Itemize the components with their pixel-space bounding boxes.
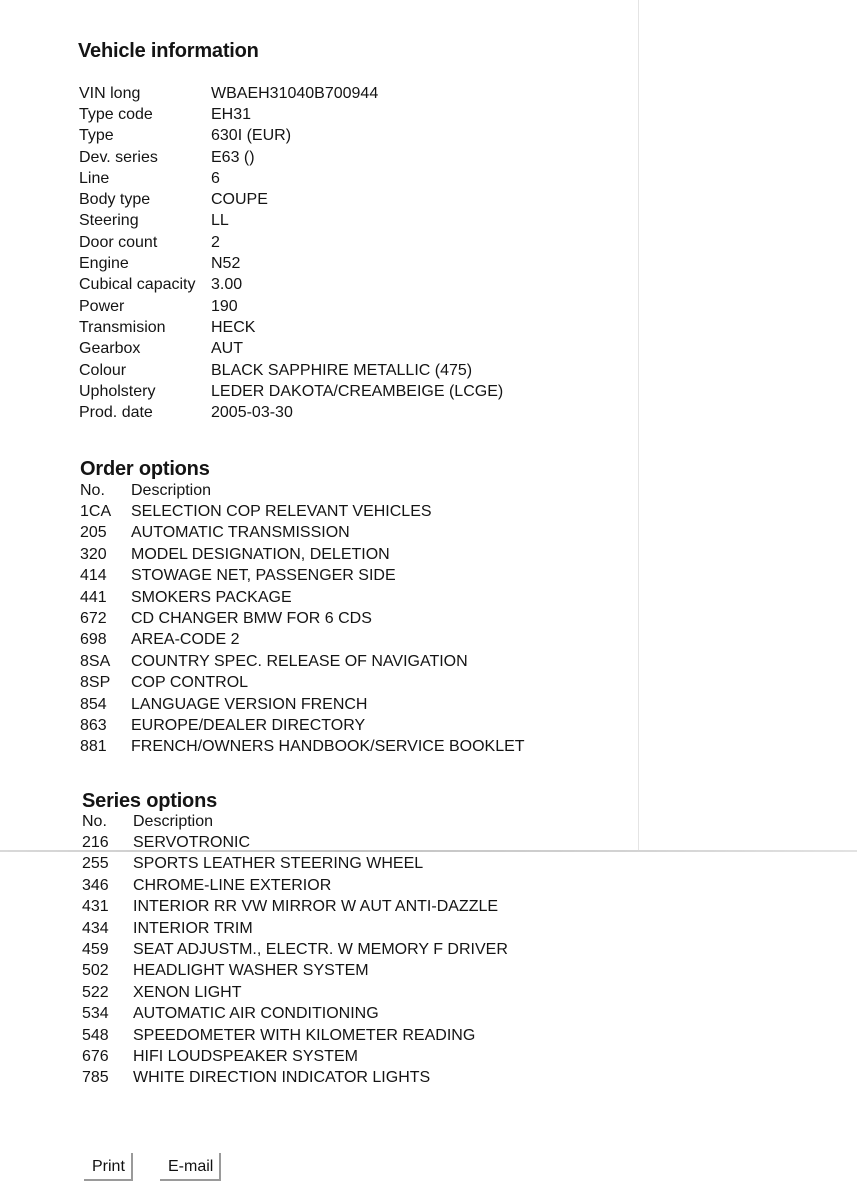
option-number: 854 bbox=[80, 695, 107, 713]
option-description: COP CONTROL bbox=[131, 674, 249, 692]
info-key: Dev. series bbox=[79, 148, 158, 166]
option-number: 216 bbox=[82, 834, 109, 852]
option-row bbox=[80, 694, 640, 715]
option-description: EUROPE/DEALER DIRECTORY bbox=[131, 716, 366, 734]
option-row bbox=[82, 897, 642, 918]
vehicle-info-title: Vehicle information bbox=[78, 40, 259, 62]
order-col-desc: Description bbox=[131, 481, 212, 499]
option-number: 434 bbox=[82, 919, 109, 937]
option-row bbox=[82, 1025, 642, 1046]
info-row bbox=[79, 402, 619, 423]
info-value: 3.00 bbox=[211, 276, 243, 294]
info-row bbox=[79, 83, 619, 104]
info-value: COUPE bbox=[211, 191, 268, 209]
info-key: Transmision bbox=[79, 318, 166, 336]
info-key: VIN long bbox=[79, 84, 141, 102]
vehicle-info-table bbox=[79, 83, 619, 424]
option-number: 8SP bbox=[80, 674, 111, 692]
info-key: Cubical capacity bbox=[79, 276, 196, 294]
info-value: 2005-03-30 bbox=[211, 404, 293, 422]
info-value: 6 bbox=[211, 169, 220, 187]
info-value: LEDER DAKOTA/CREAMBEIGE (LCGE) bbox=[211, 382, 504, 400]
option-number: 698 bbox=[80, 631, 107, 649]
option-description: MODEL DESIGNATION, DELETION bbox=[131, 545, 390, 563]
option-number: 881 bbox=[80, 738, 107, 756]
option-row bbox=[82, 832, 642, 853]
option-number: 431 bbox=[82, 898, 109, 916]
option-number: 522 bbox=[82, 983, 109, 1001]
info-value: E63 () bbox=[211, 148, 255, 166]
print-button[interactable]: Print bbox=[84, 1153, 133, 1181]
info-row bbox=[79, 339, 619, 360]
option-number: 414 bbox=[80, 567, 107, 585]
option-number: 1CA bbox=[80, 503, 112, 521]
option-description: AUTOMATIC TRANSMISSION bbox=[131, 524, 350, 542]
option-description: XENON LIGHT bbox=[133, 983, 242, 1001]
info-row bbox=[79, 296, 619, 317]
option-number: 676 bbox=[82, 1047, 109, 1065]
option-description: CHROME-LINE EXTERIOR bbox=[133, 876, 332, 894]
option-row bbox=[82, 961, 642, 982]
series-col-desc: Description bbox=[133, 812, 214, 830]
option-number: 205 bbox=[80, 524, 107, 542]
info-row bbox=[79, 189, 619, 210]
option-row bbox=[80, 651, 640, 672]
option-description: FRENCH/OWNERS HANDBOOK/SERVICE BOOKLET bbox=[131, 738, 525, 756]
info-key: Door count bbox=[79, 233, 158, 251]
info-key: Power bbox=[79, 297, 125, 315]
option-number: 534 bbox=[82, 1005, 109, 1023]
info-row bbox=[79, 168, 619, 189]
info-value: 190 bbox=[211, 297, 238, 315]
option-number: 502 bbox=[82, 962, 109, 980]
option-description: HEADLIGHT WASHER SYSTEM bbox=[133, 962, 369, 980]
option-description: WHITE DIRECTION INDICATOR LIGHTS bbox=[133, 1069, 431, 1087]
option-row bbox=[82, 918, 642, 939]
option-row bbox=[80, 608, 640, 629]
series-options-list bbox=[82, 811, 642, 1089]
info-row bbox=[79, 275, 619, 296]
info-key: Upholstery bbox=[79, 382, 156, 400]
option-row bbox=[82, 1068, 642, 1089]
email-button[interactable]: E-mail bbox=[160, 1153, 221, 1181]
option-row bbox=[80, 587, 640, 608]
option-row bbox=[80, 523, 640, 544]
info-value: HECK bbox=[211, 318, 256, 336]
option-description: SPORTS LEATHER STEERING WHEEL bbox=[133, 855, 424, 873]
info-value: N52 bbox=[211, 255, 241, 273]
option-row bbox=[80, 544, 640, 565]
option-description: SELECTION COP RELEVANT VEHICLES bbox=[131, 503, 432, 521]
order-options-list bbox=[80, 480, 640, 758]
option-description: SEAT ADJUSTM., ELECTR. W MEMORY F DRIVER bbox=[133, 941, 508, 959]
option-number: 459 bbox=[82, 941, 109, 959]
option-description: AUTOMATIC AIR CONDITIONING bbox=[133, 1005, 379, 1023]
option-number: 548 bbox=[82, 1026, 109, 1044]
option-number: 320 bbox=[80, 545, 107, 563]
info-row bbox=[79, 104, 619, 125]
option-row bbox=[80, 501, 640, 522]
info-key: Type bbox=[79, 127, 114, 145]
option-row bbox=[82, 1004, 642, 1025]
info-key: Line bbox=[79, 169, 110, 187]
option-description: INTERIOR RR VW MIRROR W AUT ANTI-DAZZLE bbox=[133, 898, 499, 916]
option-description: AREA-CODE 2 bbox=[131, 631, 240, 649]
option-row bbox=[82, 1046, 642, 1067]
info-key: Steering bbox=[79, 212, 139, 230]
option-row bbox=[82, 854, 642, 875]
info-row bbox=[79, 126, 619, 147]
option-description: STOWAGE NET, PASSENGER SIDE bbox=[131, 567, 396, 585]
option-description: COUNTRY SPEC. RELEASE OF NAVIGATION bbox=[131, 652, 468, 670]
option-description: CD CHANGER BMW FOR 6 CDS bbox=[131, 610, 372, 628]
info-key: Gearbox bbox=[79, 340, 141, 358]
info-row bbox=[79, 232, 619, 253]
option-number: 672 bbox=[80, 610, 107, 628]
option-row bbox=[82, 982, 642, 1003]
option-description: SERVOTRONIC bbox=[133, 834, 251, 852]
info-row bbox=[79, 147, 619, 168]
info-key: Body type bbox=[79, 191, 151, 209]
info-key: Engine bbox=[79, 255, 129, 273]
info-key: Type code bbox=[79, 105, 153, 123]
info-value: 2 bbox=[211, 233, 220, 251]
info-value: EH31 bbox=[211, 105, 252, 123]
info-row bbox=[79, 211, 619, 232]
option-description: SMOKERS PACKAGE bbox=[131, 588, 292, 606]
option-description: SPEEDOMETER WITH KILOMETER READING bbox=[133, 1026, 476, 1044]
info-value: AUT bbox=[211, 340, 243, 358]
order-options-title: Order options bbox=[80, 458, 210, 480]
option-row bbox=[82, 875, 642, 896]
option-number: 346 bbox=[82, 876, 109, 894]
order-options-header bbox=[80, 480, 640, 501]
info-key: Colour bbox=[79, 361, 127, 379]
option-number: 863 bbox=[80, 716, 107, 734]
option-row bbox=[80, 715, 640, 736]
option-description: HIFI LOUDSPEAKER SYSTEM bbox=[133, 1047, 358, 1065]
series-col-no: No. bbox=[82, 812, 107, 830]
info-value: BLACK SAPPHIRE METALLIC (475) bbox=[211, 361, 473, 379]
series-options-title: Series options bbox=[82, 790, 218, 812]
option-number: 441 bbox=[80, 588, 107, 606]
info-value: 630I (EUR) bbox=[211, 127, 292, 145]
option-row bbox=[80, 566, 640, 587]
option-row bbox=[80, 737, 640, 758]
info-row bbox=[79, 381, 619, 402]
info-key: Prod. date bbox=[79, 404, 153, 422]
info-row bbox=[79, 253, 619, 274]
option-row bbox=[80, 630, 640, 651]
option-description: LANGUAGE VERSION FRENCH bbox=[131, 695, 368, 713]
option-description: INTERIOR TRIM bbox=[133, 919, 253, 937]
info-value: LL bbox=[211, 212, 229, 230]
order-col-no: No. bbox=[80, 481, 105, 499]
info-row bbox=[79, 317, 619, 338]
info-row bbox=[79, 360, 619, 381]
option-number: 785 bbox=[82, 1069, 109, 1087]
option-number: 255 bbox=[82, 855, 109, 873]
option-row bbox=[82, 939, 642, 960]
option-row bbox=[80, 673, 640, 694]
series-options-header bbox=[82, 811, 642, 832]
option-number: 8SA bbox=[80, 652, 111, 670]
info-value: WBAEH31040B700944 bbox=[211, 84, 379, 102]
